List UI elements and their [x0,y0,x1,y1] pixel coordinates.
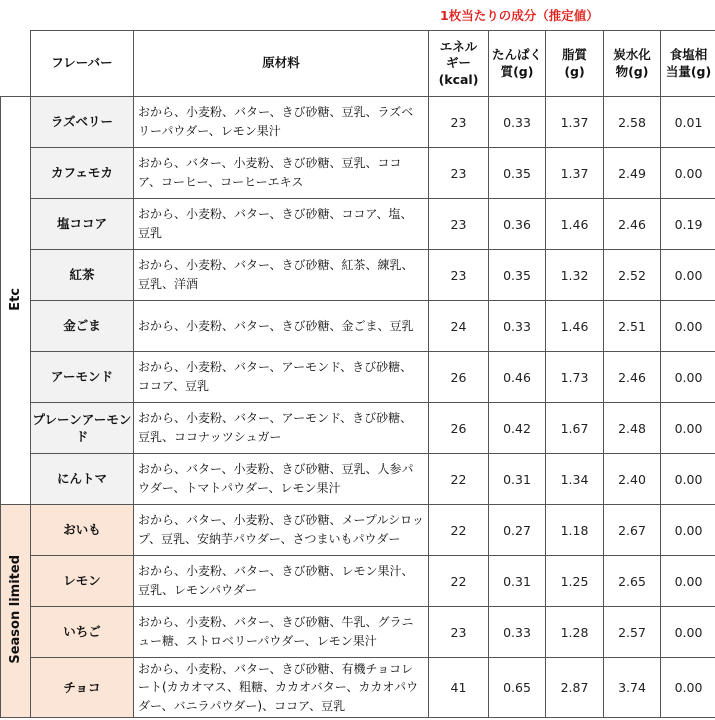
energy-cell: 22 [429,505,489,556]
table-row [1,505,715,556]
header-blank [1,31,31,97]
header-ingredients: 原材料 [134,31,429,97]
protein-cell: 0.27 [489,505,546,556]
carbs-cell: 2.57 [604,607,661,658]
table-row [1,352,715,403]
flavor-cell: にんトマ [31,454,134,505]
salt-cell: 0.00 [661,352,715,403]
protein-cell: 0.36 [489,199,546,250]
flavor-cell: カフェモカ [31,148,134,199]
header-protein: たんぱく質(g) [489,31,546,97]
fat-cell: 1.37 [546,97,604,148]
fat-cell: 1.32 [546,250,604,301]
fat-cell: 1.37 [546,148,604,199]
carbs-cell: 2.65 [604,556,661,607]
protein-cell: 0.42 [489,403,546,454]
table-row [1,148,715,199]
protein-cell: 0.35 [489,250,546,301]
flavor-cell: 紅茶 [31,250,134,301]
energy-cell: 23 [429,607,489,658]
header-salt: 食塩相当量(g) [661,31,715,97]
protein-cell: 0.33 [489,607,546,658]
ingredients-cell: おから、バター、小麦粉、きび砂糖、豆乳、人参パウダー、トマトパウダー、レモン果汁 [134,454,429,505]
table-row [1,556,715,607]
carbs-cell: 2.67 [604,505,661,556]
energy-cell: 22 [429,454,489,505]
fat-cell: 1.46 [546,199,604,250]
table-row [1,658,715,718]
protein-cell: 0.33 [489,301,546,352]
table-row [1,454,715,505]
carbs-cell: 2.49 [604,148,661,199]
carbs-cell: 2.48 [604,403,661,454]
group-label: Etc [8,287,23,311]
protein-cell: 0.35 [489,148,546,199]
fat-cell: 1.18 [546,505,604,556]
energy-cell: 41 [429,658,489,718]
energy-cell: 22 [429,556,489,607]
salt-cell: 0.00 [661,607,715,658]
flavor-cell: 塩ココア [31,199,134,250]
flavor-cell: プレーンアーモンド [31,403,134,454]
flavor-cell: おいも [31,505,134,556]
energy-cell: 26 [429,403,489,454]
fat-cell: 1.25 [546,556,604,607]
ingredients-cell: おから、小麦粉、バター、きび砂糖、紅茶、練乳、豆乳、洋酒 [134,250,429,301]
energy-cell: 24 [429,301,489,352]
table-row [1,97,715,148]
protein-cell: 0.65 [489,658,546,718]
salt-cell: 0.00 [661,250,715,301]
salt-cell: 0.00 [661,301,715,352]
fat-cell: 1.46 [546,301,604,352]
header-fat: 脂質(g) [546,31,604,97]
ingredients-cell: おから、バター、小麦粉、きび砂糖、メープルシロップ、豆乳、安納芋パウダー、さつまいもパウダー [134,505,429,556]
fat-cell: 2.87 [546,658,604,718]
energy-cell: 26 [429,352,489,403]
carbs-cell: 2.51 [604,301,661,352]
salt-cell: 0.00 [661,505,715,556]
salt-cell: 0.00 [661,403,715,454]
carbs-cell: 3.74 [604,658,661,718]
table-row [1,403,715,454]
energy-cell: 23 [429,250,489,301]
flavor-cell: 金ごま [31,301,134,352]
salt-cell: 0.00 [661,454,715,505]
table-row [1,250,715,301]
ingredients-cell: おから、小麦粉、バター、きび砂糖、金ごま、豆乳 [134,301,429,352]
carbs-cell: 2.40 [604,454,661,505]
group-label-cell [1,505,31,718]
table-row [1,607,715,658]
carbs-cell: 2.46 [604,199,661,250]
protein-cell: 0.31 [489,556,546,607]
ingredients-cell: おから、小麦粉、バター、きび砂糖、牛乳、グラニュー糖、ストロベリーパウダー、レモン果汁 [134,607,429,658]
energy-cell: 23 [429,97,489,148]
energy-cell: 23 [429,148,489,199]
group-label-cell [1,97,31,505]
ingredients-cell: おから、小麦粉、バター、きび砂糖、豆乳、ラズベリーパウダー、レモン果汁 [134,97,429,148]
nutrition-table [0,30,715,718]
header-row [1,31,715,97]
flavor-cell: チョコ [31,658,134,718]
table-body [1,97,715,718]
header-flavor: フレーバー [31,31,134,97]
ingredients-cell: おから、小麦粉、バター、きび砂糖、レモン果汁、豆乳、レモンパウダー [134,556,429,607]
group-label: Season limited [8,555,23,664]
salt-cell: 0.00 [661,556,715,607]
header-carbs: 炭水化物(g) [604,31,661,97]
fat-cell: 1.73 [546,352,604,403]
salt-cell: 0.01 [661,97,715,148]
flavor-cell: アーモンド [31,352,134,403]
salt-cell: 0.19 [661,199,715,250]
energy-cell: 23 [429,199,489,250]
fat-cell: 1.67 [546,403,604,454]
ingredients-cell: おから、小麦粉、バター、きび砂糖、ココア、塩、豆乳 [134,199,429,250]
salt-cell: 0.00 [661,658,715,718]
table-row [1,199,715,250]
per-piece-note: 1枚当たりの成分（推定値） [440,8,599,23]
ingredients-cell: おから、バター、小麦粉、きび砂糖、豆乳、ココア、コーヒー、コーヒーエキス [134,148,429,199]
ingredients-cell: おから、小麦粉、バター、アーモンド、きび砂糖、豆乳、ココナッツシュガー [134,403,429,454]
protein-cell: 0.33 [489,97,546,148]
ingredients-cell: おから、小麦粉、バター、アーモンド、きび砂糖、ココア、豆乳 [134,352,429,403]
header-energy: エネルギー(kcal) [429,31,489,97]
fat-cell: 1.28 [546,607,604,658]
carbs-cell: 2.58 [604,97,661,148]
table-row [1,301,715,352]
flavor-cell: レモン [31,556,134,607]
carbs-cell: 2.46 [604,352,661,403]
flavor-cell: いちご [31,607,134,658]
salt-cell: 0.00 [661,148,715,199]
protein-cell: 0.31 [489,454,546,505]
ingredients-cell: おから、小麦粉、バター、きび砂糖、有機チョコレート(カカオマス、粗糖、カカオバター、カカオパウダー、バニラパウダー)、ココア、豆乳 [134,658,429,718]
protein-cell: 0.46 [489,352,546,403]
fat-cell: 1.34 [546,454,604,505]
carbs-cell: 2.52 [604,250,661,301]
flavor-cell: ラズベリー [31,97,134,148]
